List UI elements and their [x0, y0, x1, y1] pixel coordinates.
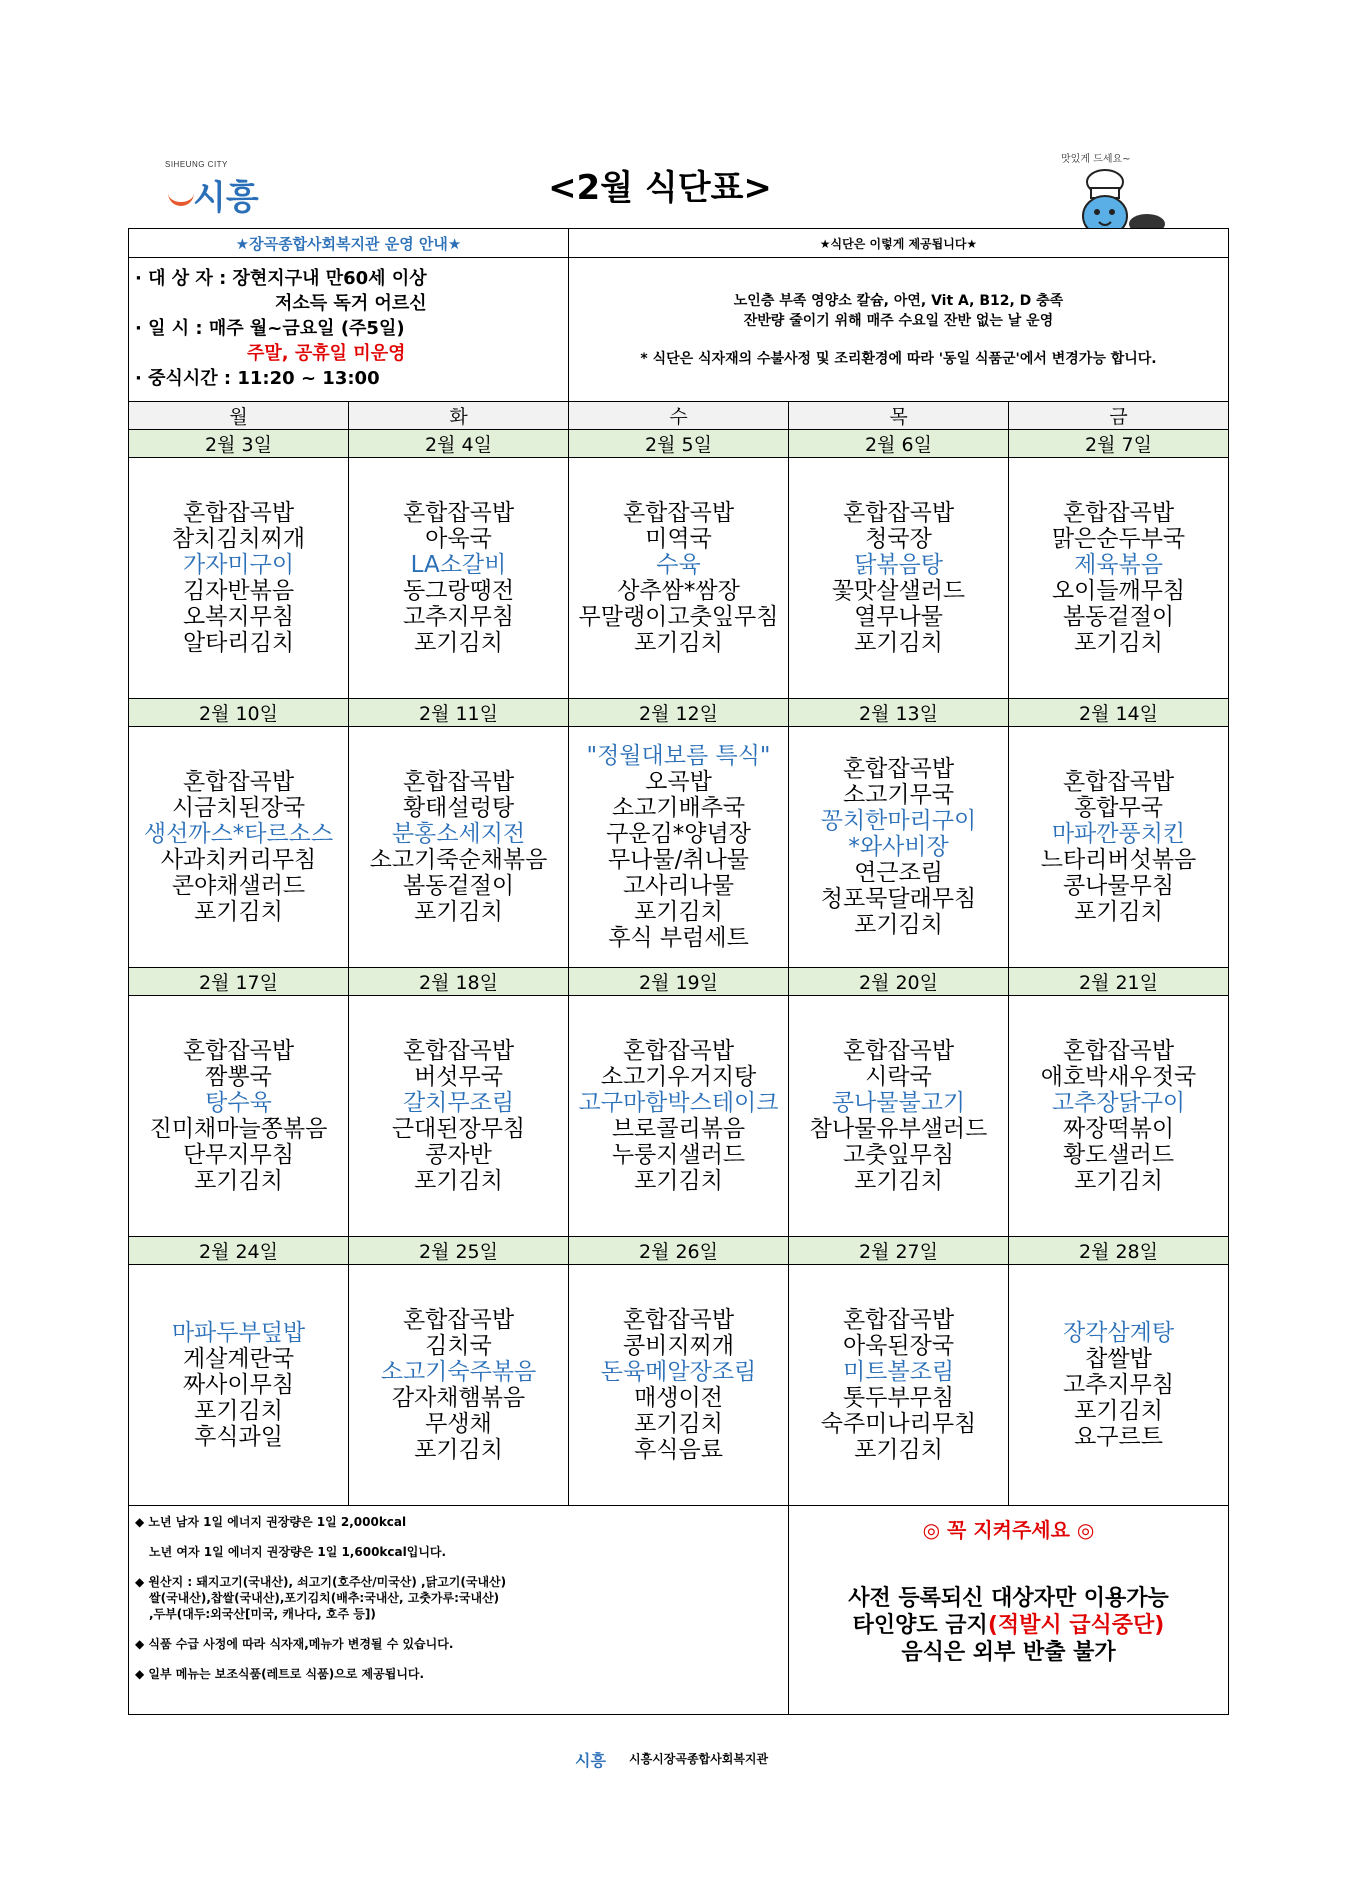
- menu-item-main-dish: 마파두부덮밥: [171, 1320, 306, 1346]
- menu-cell-tue: [349, 458, 569, 699]
- menu-item: 혼합잡곡밥: [622, 1307, 735, 1333]
- date-cell-thu: 2월 6일: [789, 430, 1009, 458]
- menu-item: 매생이전: [634, 1385, 723, 1411]
- note-retro-food: ◆ 일부 메뉴는 보조식품(레트로 식품)으로 제공됩니다.: [135, 1667, 425, 1681]
- menu-item: 혼합잡곡밥: [1062, 1038, 1175, 1064]
- date-cell-mon: 2월 24일: [129, 1237, 349, 1265]
- menu-item: 혼합잡곡밥: [622, 1038, 735, 1064]
- schedule-line-2: 주말, 공휴일 미운영: [247, 343, 406, 364]
- menu-item: 고춧잎무침: [842, 1142, 955, 1168]
- menu-item: 포기김치: [854, 630, 943, 656]
- day-header-tue: 화: [349, 402, 569, 430]
- menu-item: 오곡밥: [645, 769, 712, 795]
- menu-item: 포기김치: [414, 1168, 503, 1194]
- day-header-thu: 목: [789, 402, 1009, 430]
- menu-item: 혼합잡곡밥: [402, 500, 515, 526]
- date-cell-mon: 2월 10일: [129, 699, 349, 727]
- menu-item: 오이들깨무침: [1051, 578, 1186, 604]
- menu-item-main-dish: 고구마함박스테이크: [578, 1090, 779, 1116]
- menu-item: 혼합잡곡밥: [622, 500, 735, 526]
- target-line-1: · 대 상 자 : 장현지구내 만60세 이상: [135, 268, 427, 289]
- menu-item: 찹쌀밥: [1085, 1346, 1152, 1372]
- menu-item: 숙주미나리무침: [820, 1411, 977, 1437]
- menu-item: 혼합잡곡밥: [402, 1038, 515, 1064]
- menu-item: 포기김치: [634, 1168, 723, 1194]
- mascot-caption: 맛있게 드세요~: [1061, 154, 1131, 165]
- menu-item-main-dish: 장각삼계탕: [1062, 1320, 1175, 1346]
- notice-line-1: 사전 등록되신 대상자만 이용가능: [848, 1586, 1169, 1611]
- menu-item: 후식과일: [194, 1424, 283, 1450]
- menu-item: 포기김치: [634, 899, 723, 925]
- menu-item: 요구르트: [1074, 1424, 1163, 1450]
- page-title: <2월 식단표>: [548, 168, 772, 208]
- notice-line-3: 음식은 외부 반출 불가: [901, 1640, 1116, 1665]
- menu-item: 아욱된장국: [842, 1333, 955, 1359]
- nutrition-line: 노인층 부족 영양소 칼슘, 아연, Vit A, B12, D 충족: [733, 292, 1064, 309]
- menu-item: 누룽지샐러드: [611, 1142, 746, 1168]
- menu-item: 동그랑땡전: [402, 578, 515, 604]
- day-header-mon: 월: [129, 402, 349, 430]
- menu-item: 홍합무국: [1074, 795, 1163, 821]
- menu-item-main-dish: 닭볶음탕: [854, 552, 943, 578]
- menu-item-main-dish: 제육볶음: [1074, 552, 1163, 578]
- date-cell-wed: 2월 19일: [569, 968, 789, 996]
- date-cell-wed: 2월 5일: [569, 430, 789, 458]
- menu-cell-fri: [1009, 996, 1229, 1237]
- menu-item-main-dish: 탕수육: [205, 1090, 272, 1116]
- date-cell-tue: 2월 11일: [349, 699, 569, 727]
- menu-item-main-dish: 가자미구이: [182, 552, 295, 578]
- menu-item: 참나물유부샐러드: [809, 1116, 988, 1142]
- menu-item: 콩나물무침: [1062, 873, 1175, 899]
- menu-item: 콘야채샐러드: [171, 873, 306, 899]
- logo-smile-icon: [168, 188, 194, 206]
- menu-item: 톳두부무침: [842, 1385, 955, 1411]
- menu-item-main-dish: 분홍소세지전: [391, 821, 526, 847]
- menu-item: 청국장: [865, 526, 932, 552]
- menu-item: 고사리나물: [622, 873, 735, 899]
- meal-time: · 중식시간 : 11:20 ~ 13:00: [135, 368, 380, 389]
- menu-item: 포기김치: [1074, 899, 1163, 925]
- menu-item: 콩자반: [425, 1142, 492, 1168]
- menu-item: 김자반볶음: [182, 578, 295, 604]
- menu-cell-tue: [349, 1265, 569, 1506]
- menu-item: 무말랭이고춧잎무침: [578, 604, 779, 630]
- menu-item: 상추쌈*쌈장: [617, 578, 740, 604]
- date-cell-thu: 2월 13일: [789, 699, 1009, 727]
- menu-item: 혼합잡곡밥: [842, 500, 955, 526]
- notice-line-2: [789, 1612, 1228, 1639]
- menu-item: 혼합잡곡밥: [842, 756, 955, 782]
- menu-item: 혼합잡곡밥: [842, 1038, 955, 1064]
- notice-section: [789, 1506, 1229, 1715]
- menu-item: 오복지무침: [182, 604, 295, 630]
- menu-cell-wed: [569, 458, 789, 699]
- menu-item: 짜사이무침: [182, 1372, 295, 1398]
- menu-item: 고추지무침: [402, 604, 515, 630]
- date-cell-wed: 2월 12일: [569, 699, 789, 727]
- menu-item: 무생채: [425, 1411, 492, 1437]
- menu-item: 포기김치: [194, 1398, 283, 1424]
- note-male-energy: ◆ 노년 남자 1일 에너지 권장량은 1일 2,000kcal: [135, 1515, 407, 1529]
- menu-item: 청포묵달래무침: [820, 886, 977, 912]
- menu-item: 감자채햄볶음: [391, 1385, 526, 1411]
- menu-item: 애호박새우젓국: [1040, 1064, 1197, 1090]
- menu-item: 근대된장무침: [391, 1116, 526, 1142]
- footer-logo-icon: 시흥: [575, 1751, 606, 1770]
- notes-section: [129, 1506, 789, 1715]
- menu-cell-mon: [129, 996, 349, 1237]
- menu-item: 포기김치: [414, 630, 503, 656]
- date-cell-fri: 2월 7일: [1009, 430, 1229, 458]
- date-cell-fri: 2월 21일: [1009, 968, 1229, 996]
- menu-item: 알타리김치: [182, 630, 295, 656]
- menu-item-main-dish: "정월대보름 특식": [586, 743, 771, 769]
- date-cell-tue: 2월 18일: [349, 968, 569, 996]
- menu-item: 포기김치: [634, 630, 723, 656]
- menu-item: 소고기죽순채볶음: [369, 847, 548, 873]
- menu-cell-mon: [129, 727, 349, 968]
- menu-item: 소고기배추국: [611, 795, 746, 821]
- operation-info: [129, 258, 569, 402]
- menu-item: 봄동겉절이: [402, 873, 515, 899]
- menu-item: 진미채마늘쫑볶음: [149, 1116, 328, 1142]
- change-notice-line: * 식단은 식자재의 수불사정 및 조리환경에 따라 '동일 식품군'에서 변경가능 합니다.: [640, 350, 1157, 367]
- menu-item: 무나물/취나물: [607, 847, 750, 873]
- target-line-2: 저소득 독거 어르신: [275, 293, 427, 314]
- menu-item: 고추지무침: [1062, 1372, 1175, 1398]
- menu-cell-wed: [569, 727, 789, 968]
- menu-cell-tue: [349, 727, 569, 968]
- day-header-fri: 금: [1009, 402, 1229, 430]
- date-cell-mon: 2월 3일: [129, 430, 349, 458]
- siheung-logo: [165, 160, 265, 218]
- menu-item: 혼합잡곡밥: [402, 769, 515, 795]
- menu-item: 포기김치: [194, 1168, 283, 1194]
- menu-cell-wed: [569, 1265, 789, 1506]
- menu-item: 후식 부럼세트: [608, 925, 749, 951]
- menu-item: 짬뽕국: [205, 1064, 272, 1090]
- menu-item: 혼합잡곡밥: [402, 1307, 515, 1333]
- leftover-line: 잔반량 줄이기 위해 매주 수요일 잔반 없는 날 운영: [743, 312, 1054, 329]
- logo-small-text: SIHEUNG CITY: [165, 160, 228, 169]
- menu-item: 짜장떡볶이: [1062, 1116, 1175, 1142]
- menu-cell-thu: [789, 727, 1009, 968]
- menu-item: 혼합잡곡밥: [182, 769, 295, 795]
- menu-table: [128, 228, 1229, 1715]
- menu-item-main-dish: 소고기숙주볶음: [380, 1359, 537, 1385]
- menu-item: 단무지무침: [182, 1142, 295, 1168]
- menu-item-main-dish: 고추장닭구이: [1051, 1090, 1186, 1116]
- menu-cell-fri: [1009, 727, 1229, 968]
- menu-item-main-dish: 돈육메알장조림: [600, 1359, 757, 1385]
- notice-line-2a: 타인양도 금지: [852, 1613, 988, 1638]
- menu-item: 봄동겉절이: [1062, 604, 1175, 630]
- menu-item: 포기김치: [854, 1168, 943, 1194]
- menu-item: 혼합잡곡밥: [182, 500, 295, 526]
- date-cell-tue: 2월 25일: [349, 1237, 569, 1265]
- menu-item: 콩비지찌개: [622, 1333, 735, 1359]
- note-female-energy: 노년 여자 1일 에너지 권장량은 1일 1,600kcal입니다.: [149, 1545, 447, 1559]
- menu-item: 포기김치: [854, 1437, 943, 1463]
- menu-item: 포기김치: [414, 1437, 503, 1463]
- menu-item: 참치김치찌개: [171, 526, 306, 552]
- date-cell-wed: 2월 26일: [569, 1237, 789, 1265]
- weeks-body: [129, 430, 1229, 1506]
- menu-cell-mon: [129, 1265, 349, 1506]
- date-cell-thu: 2월 20일: [789, 968, 1009, 996]
- menu-item: 후식음료: [634, 1437, 723, 1463]
- menu-cell-thu: [789, 1265, 1009, 1506]
- menu-info: [569, 258, 1229, 402]
- menu-item: 사과치커리무침: [160, 847, 317, 873]
- menu-item: 미역국: [645, 526, 712, 552]
- menu-item-main-dish: *와사비장: [848, 834, 949, 860]
- date-cell-mon: 2월 17일: [129, 968, 349, 996]
- menu-item: 아욱국: [425, 526, 492, 552]
- note-origin-1: ◆ 원산지 : 돼지고기(국내산), 쇠고기(호주산/미국산) ,닭고기(국내산): [135, 1575, 507, 1589]
- menu-cell-thu: [789, 996, 1009, 1237]
- menu-item: 포기김치: [634, 1411, 723, 1437]
- menu-item: 포기김치: [1074, 1168, 1163, 1194]
- menu-item: 맑은순두부국: [1051, 526, 1186, 552]
- menu-item: 혼합잡곡밥: [842, 1307, 955, 1333]
- menu-item: 혼합잡곡밥: [1062, 769, 1175, 795]
- note-supply-change: ◆ 식품 수급 사정에 따라 식자재,메뉴가 변경될 수 있습니다.: [135, 1637, 454, 1651]
- date-cell-thu: 2월 27일: [789, 1237, 1009, 1265]
- date-cell-fri: 2월 28일: [1009, 1237, 1229, 1265]
- menu-cell-fri: [1009, 1265, 1229, 1506]
- menu-item: 느타리버섯볶음: [1040, 847, 1197, 873]
- day-header-wed: 수: [569, 402, 789, 430]
- menu-item: 포기김치: [854, 912, 943, 938]
- menu-item: 소고기무국: [842, 782, 955, 808]
- menu-item: 황도샐러드: [1062, 1142, 1175, 1168]
- footer-logo: [575, 1746, 835, 1770]
- menu-item: 꽃맛살샐러드: [831, 578, 966, 604]
- menu-cell-wed: [569, 996, 789, 1237]
- date-cell-tue: 2월 4일: [349, 430, 569, 458]
- menu-item: 포기김치: [1074, 1398, 1163, 1424]
- menu-item: 혼합잡곡밥: [182, 1038, 295, 1064]
- menu-item-main-dish: 갈치무조림: [402, 1090, 515, 1116]
- menu-item-main-dish: LA소갈비: [410, 552, 507, 578]
- menu-item: 브로콜리볶음: [611, 1116, 746, 1142]
- notice-line-2b: (적발시 급식중단): [987, 1613, 1165, 1638]
- menu-item: 연근조림: [854, 860, 943, 886]
- menu-item: 혼합잡곡밥: [1062, 500, 1175, 526]
- menu-info-title: ★식단은 이렇게 제공됩니다★: [569, 229, 1229, 258]
- menu-item: 소고기우거지탕: [600, 1064, 757, 1090]
- note-origin-2: 쌀(국내산),찹쌀(국내산),포기김치(배추:국내산, 고춧가루:국내산): [149, 1591, 500, 1605]
- menu-item-main-dish: 콩나물불고기: [831, 1090, 966, 1116]
- menu-item-main-dish: 꽁치한마리구이: [820, 808, 977, 834]
- menu-cell-mon: [129, 458, 349, 699]
- menu-cell-thu: [789, 458, 1009, 699]
- logo-text: 시흥: [193, 178, 259, 218]
- footer-org-name: 시흥시장곡종합사회복지관: [629, 1752, 769, 1766]
- menu-item: 포기김치: [194, 899, 283, 925]
- menu-item: 버섯무국: [414, 1064, 503, 1090]
- menu-item-main-dish: 수육: [656, 552, 701, 578]
- menu-item: 포기김치: [414, 899, 503, 925]
- menu-item: 김치국: [425, 1333, 492, 1359]
- menu-item: 황태설렁탕: [402, 795, 515, 821]
- operation-info-title: ★장곡종합사회복지관 운영 안내★: [129, 229, 569, 258]
- schedule-line-1: · 일 시 : 매주 월~금요일 (주5일): [135, 318, 405, 339]
- menu-item: 구운김*양념장: [606, 821, 751, 847]
- date-cell-fri: 2월 14일: [1009, 699, 1229, 727]
- menu-item: 포기김치: [1074, 630, 1163, 656]
- menu-item: 시금치된장국: [171, 795, 306, 821]
- menu-item: 시락국: [865, 1064, 932, 1090]
- menu-item-main-dish: 생선까스*타르소스: [143, 821, 334, 847]
- menu-item-main-dish: 미트볼조림: [842, 1359, 955, 1385]
- menu-cell-fri: [1009, 458, 1229, 699]
- menu-item-main-dish: 마파깐풍치킨: [1051, 821, 1186, 847]
- notice-title: ◎ 꼭 지켜주세요 ◎: [922, 1518, 1095, 1542]
- menu-cell-tue: [349, 996, 569, 1237]
- menu-item: 열무나물: [854, 604, 943, 630]
- menu-item: 게살계란국: [182, 1346, 295, 1372]
- note-origin-3: ,두부(대두:외국산[미국, 캐나다, 호주 등]): [149, 1607, 376, 1621]
